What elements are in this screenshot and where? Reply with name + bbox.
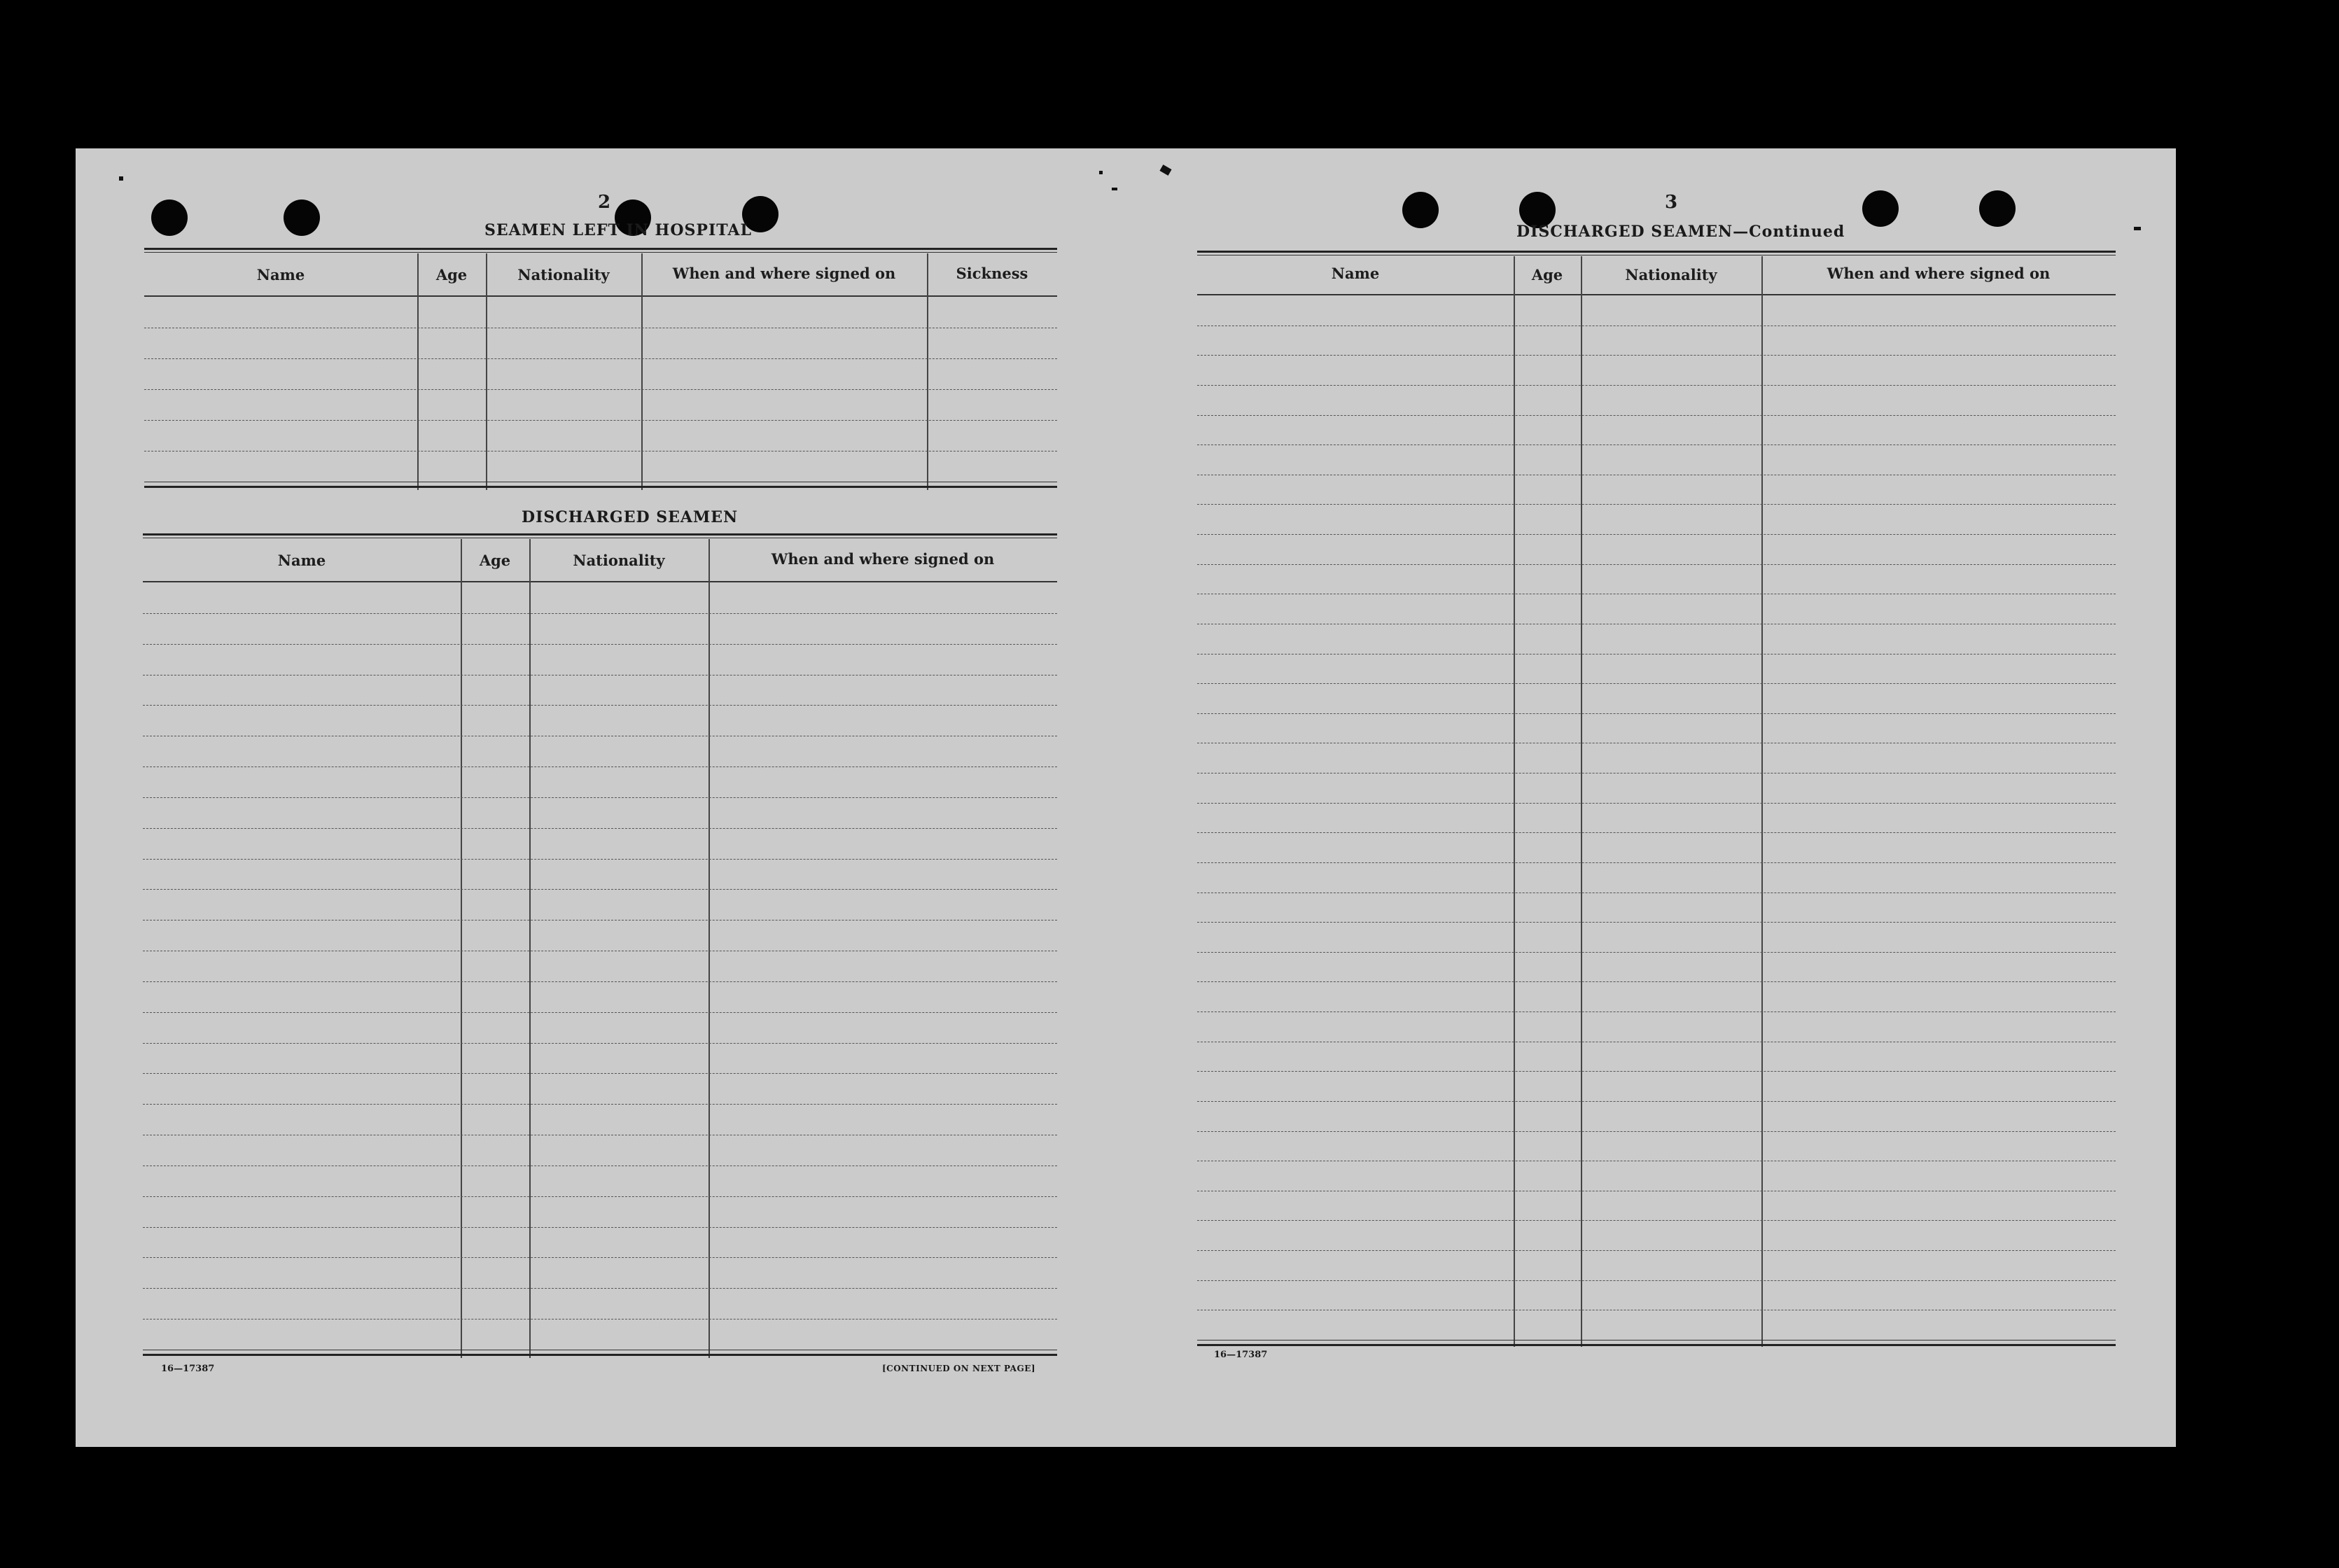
table-row	[143, 644, 1057, 645]
table-row	[1197, 1220, 2116, 1221]
scan-mark	[1159, 164, 1171, 176]
form-number-right: 16—17387	[1214, 1350, 1268, 1360]
table-row	[1197, 504, 2116, 505]
col-head-age: Age	[435, 266, 468, 284]
table-row	[143, 797, 1057, 798]
table-row	[1197, 534, 2116, 535]
form-number-left: 16—17387	[161, 1364, 215, 1374]
discharged-table-right	[1197, 251, 2116, 1348]
punch-hole	[284, 200, 320, 236]
table-row	[143, 1257, 1057, 1258]
col-head-signed-on: When and where signed on	[1827, 265, 2051, 282]
table-row	[1197, 892, 2116, 893]
table-row	[143, 766, 1057, 767]
table-row	[1197, 564, 2116, 565]
table-row	[1197, 385, 2116, 386]
col-head-name: Name	[256, 266, 305, 284]
table-row	[143, 889, 1057, 890]
table-row	[1197, 773, 2116, 774]
table-row	[1197, 803, 2116, 804]
col-head-sickness: Sickness	[956, 265, 1028, 282]
col-head-nationality: Nationality	[573, 552, 665, 569]
scan-mark	[119, 176, 123, 181]
table-row	[143, 675, 1057, 676]
table-row	[1197, 1250, 2116, 1251]
table-row	[143, 1043, 1057, 1044]
page-number-right: 3	[1665, 192, 1678, 213]
table-row	[1197, 415, 2116, 416]
col-head-age: Age	[1531, 266, 1563, 284]
table-row	[1197, 1101, 2116, 1102]
punch-hole	[1862, 190, 1899, 227]
punch-hole	[1979, 190, 2016, 227]
continued-note: [CONTINUED ON NEXT PAGE]	[882, 1364, 1036, 1373]
scan-mark	[2134, 227, 2141, 230]
col-head-age: Age	[479, 552, 511, 569]
table-row	[143, 705, 1057, 706]
table-row	[143, 1227, 1057, 1228]
table-row	[143, 1288, 1057, 1289]
table-row	[1197, 1280, 2116, 1281]
table-row	[144, 389, 1057, 390]
table-row	[143, 1012, 1057, 1013]
table-row	[143, 1073, 1057, 1074]
table-row	[1197, 981, 2116, 982]
col-head-nationality: Nationality	[1625, 266, 1717, 284]
table-row	[1197, 862, 2116, 863]
col-head-name: Name	[277, 552, 326, 569]
table-row	[1197, 444, 2116, 445]
punch-hole	[1402, 192, 1439, 228]
table-row	[1197, 1011, 2116, 1012]
table-row	[143, 1104, 1057, 1105]
col-head-signed-on: When and where signed on	[771, 550, 995, 568]
table-row	[143, 613, 1057, 614]
table-row	[143, 981, 1057, 982]
hospital-table	[144, 248, 1057, 490]
discharged-table-left	[143, 533, 1057, 1358]
discharged-continued-title: DISCHARGED SEAMEN—Continued	[1516, 223, 1845, 241]
table-row	[143, 1319, 1057, 1320]
table-row	[1197, 1131, 2116, 1132]
scan-mark	[1112, 188, 1117, 190]
table-row	[1197, 1071, 2116, 1072]
table-row	[143, 859, 1057, 860]
table-row	[1197, 832, 2116, 833]
table-row	[1197, 355, 2116, 356]
col-head-nationality: Nationality	[517, 266, 610, 284]
table-row	[1197, 952, 2116, 953]
hospital-section-title: SEAMEN LEFT IN HOSPITAL	[484, 221, 752, 239]
table-row	[143, 1196, 1057, 1197]
table-row	[144, 358, 1057, 359]
table-row	[143, 828, 1057, 829]
punch-hole	[151, 200, 188, 236]
page-number-left: 2	[598, 192, 611, 213]
table-row	[1197, 713, 2116, 714]
table-row	[1197, 683, 2116, 684]
scan-mark	[1099, 171, 1103, 174]
table-row	[144, 420, 1057, 421]
table-row	[1197, 922, 2116, 923]
discharged-section-title: DISCHARGED SEAMEN	[522, 508, 739, 526]
document-sheet	[76, 148, 2176, 1447]
col-head-signed-on: When and where signed on	[672, 265, 896, 282]
col-head-name: Name	[1331, 265, 1380, 282]
